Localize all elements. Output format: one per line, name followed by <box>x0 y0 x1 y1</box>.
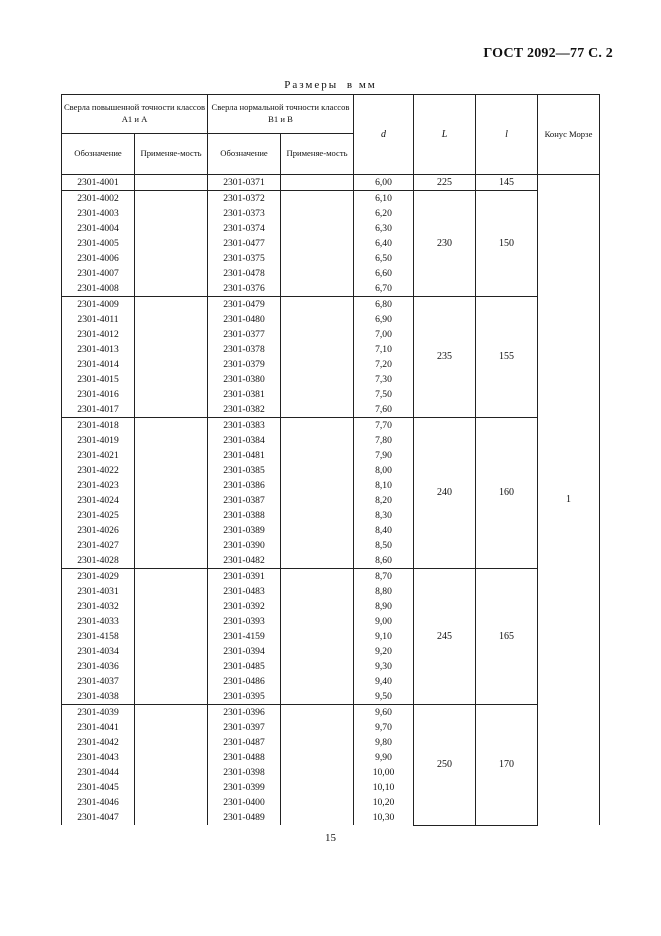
designation-b-cell: 2301-0387 <box>208 493 281 508</box>
table-row <box>62 569 600 585</box>
d-cell: 6,20 <box>354 206 414 221</box>
l-cell: 145 <box>476 175 538 191</box>
applicability-b-cell <box>281 720 354 735</box>
d-cell: 6,30 <box>354 221 414 236</box>
d-cell: 8,70 <box>354 569 414 585</box>
designation-b-cell: 2301-0375 <box>208 251 281 266</box>
d-cell: 7,90 <box>354 448 414 463</box>
d-cell: 6,80 <box>354 297 414 313</box>
designation-a-cell: 2301-4011 <box>62 312 135 327</box>
group-a-header: Сверла повышенной точности классов А1 и А <box>62 95 208 134</box>
d-cell: 9,60 <box>354 705 414 721</box>
table-body <box>62 175 600 826</box>
table-row <box>62 297 600 313</box>
applicability-b-cell <box>281 674 354 689</box>
designation-a-cell: 2301-4005 <box>62 236 135 251</box>
applicability-a-cell <box>135 614 208 629</box>
designation-a-cell: 2301-4019 <box>62 433 135 448</box>
applicability-a-cell <box>135 705 208 721</box>
designation-a-cell: 2301-4034 <box>62 644 135 659</box>
designation-a-cell: 2301-4006 <box>62 251 135 266</box>
l-cell: 160 <box>476 418 538 569</box>
group-b-header: Сверла нормальной точности классов В1 и В <box>208 95 354 134</box>
designation-b-cell: 2301-0380 <box>208 372 281 387</box>
d-cell: 7,20 <box>354 357 414 372</box>
applicability-a-cell <box>135 418 208 434</box>
caption-unit: в мм <box>346 79 377 91</box>
applicability-b-cell <box>281 493 354 508</box>
d-cell: 7,00 <box>354 327 414 342</box>
dimensions-table <box>61 94 600 826</box>
applicability-b-cell <box>281 569 354 585</box>
d-cell: 9,20 <box>354 644 414 659</box>
designation-b-cell: 2301-0477 <box>208 236 281 251</box>
applicability-b-cell <box>281 765 354 780</box>
designation-a-cell: 2301-4002 <box>62 191 135 207</box>
designation-a-cell: 2301-4008 <box>62 281 135 297</box>
d-cell: 10,10 <box>354 780 414 795</box>
applicability-b-cell <box>281 599 354 614</box>
designation-a-cell: 2301-4009 <box>62 297 135 313</box>
d-cell: 7,80 <box>354 433 414 448</box>
designation-a-cell: 2301-4041 <box>62 720 135 735</box>
designation-b-cell: 2301-0377 <box>208 327 281 342</box>
table-row <box>62 705 600 721</box>
applicability-a-cell <box>135 765 208 780</box>
designation-b-cell: 2301-0373 <box>208 206 281 221</box>
caption-label: Размеры <box>284 79 339 91</box>
designation-a-cell: 2301-4047 <box>62 810 135 825</box>
applicability-b-cell <box>281 553 354 569</box>
designation-a-cell: 2301-4001 <box>62 175 135 191</box>
applicability-a-cell <box>135 735 208 750</box>
applicability-b-cell <box>281 689 354 705</box>
d-cell: 9,00 <box>354 614 414 629</box>
applicability-a-cell <box>135 372 208 387</box>
d-cell: 8,20 <box>354 493 414 508</box>
applicability-b-cell <box>281 750 354 765</box>
applicability-a-cell <box>135 312 208 327</box>
applicability-a-cell <box>135 569 208 585</box>
applicability-a-cell <box>135 538 208 553</box>
designation-a-cell: 2301-4028 <box>62 553 135 569</box>
L-cell: 230 <box>414 191 476 297</box>
d-cell: 9,90 <box>354 750 414 765</box>
d-cell: 6,10 <box>354 191 414 207</box>
designation-a-cell: 2301-4017 <box>62 402 135 418</box>
applicability-b-cell <box>281 191 354 207</box>
d-cell: 10,30 <box>354 810 414 825</box>
designation-b-cell: 2301-0391 <box>208 569 281 585</box>
designation-a-cell: 2301-4022 <box>62 463 135 478</box>
applicability-b-cell <box>281 523 354 538</box>
applicability-a-cell <box>135 175 208 191</box>
designation-a-cell: 2301-4026 <box>62 523 135 538</box>
d-cell: 8,10 <box>354 478 414 493</box>
applicability-b-cell <box>281 418 354 434</box>
l-header: l <box>476 95 538 175</box>
designation-a-cell: 2301-4038 <box>62 689 135 705</box>
designation-a-header: Обозначение <box>62 134 135 175</box>
designation-a-cell: 2301-4015 <box>62 372 135 387</box>
designation-a-cell: 2301-4012 <box>62 327 135 342</box>
d-cell: 8,40 <box>354 523 414 538</box>
applicability-a-cell <box>135 357 208 372</box>
d-cell: 9,80 <box>354 735 414 750</box>
table-row <box>62 175 600 191</box>
designation-b-cell: 2301-0390 <box>208 538 281 553</box>
applicability-b-cell <box>281 251 354 266</box>
applicability-a-cell <box>135 523 208 538</box>
designation-b-cell: 2301-0482 <box>208 553 281 569</box>
applicability-b-cell <box>281 297 354 313</box>
designation-a-cell: 2301-4033 <box>62 614 135 629</box>
d-header: d <box>354 95 414 175</box>
L-cell: 235 <box>414 297 476 418</box>
d-cell: 6,50 <box>354 251 414 266</box>
applicability-b-cell <box>281 327 354 342</box>
designation-a-cell: 2301-4158 <box>62 629 135 644</box>
applicability-b-cell <box>281 478 354 493</box>
d-cell: 6,90 <box>354 312 414 327</box>
designation-b-cell: 2301-0481 <box>208 448 281 463</box>
applicability-b-cell <box>281 735 354 750</box>
d-cell: 6,00 <box>354 175 414 191</box>
applicability-b-cell <box>281 221 354 236</box>
applicability-a-cell <box>135 251 208 266</box>
designation-a-cell: 2301-4025 <box>62 508 135 523</box>
applicability-a-cell <box>135 281 208 297</box>
applicability-a-cell <box>135 297 208 313</box>
designation-b-cell: 2301-0399 <box>208 780 281 795</box>
applicability-b-cell <box>281 538 354 553</box>
applicability-b-cell <box>281 780 354 795</box>
designation-b-cell: 2301-0479 <box>208 297 281 313</box>
designation-a-cell: 2301-4023 <box>62 478 135 493</box>
applicability-b-cell <box>281 810 354 825</box>
designation-b-cell: 2301-0381 <box>208 387 281 402</box>
applicability-a-cell <box>135 750 208 765</box>
designation-b-cell: 2301-0396 <box>208 705 281 721</box>
d-cell: 6,70 <box>354 281 414 297</box>
L-cell: 250 <box>414 705 476 826</box>
designation-b-cell: 2301-0480 <box>208 312 281 327</box>
applicability-b-cell <box>281 387 354 402</box>
d-cell: 9,10 <box>354 629 414 644</box>
L-cell: 245 <box>414 569 476 705</box>
applicability-a-cell <box>135 810 208 825</box>
applicability-b-cell <box>281 584 354 599</box>
applicability-a-cell <box>135 448 208 463</box>
designation-b-cell: 2301-0388 <box>208 508 281 523</box>
d-cell: 6,40 <box>354 236 414 251</box>
applicability-b-cell <box>281 629 354 644</box>
designation-a-cell: 2301-4027 <box>62 538 135 553</box>
applicability-b-cell <box>281 659 354 674</box>
applicability-a-cell <box>135 659 208 674</box>
applicability-b-cell <box>281 175 354 191</box>
d-cell: 8,80 <box>354 584 414 599</box>
d-cell: 7,50 <box>354 387 414 402</box>
designation-a-cell: 2301-4037 <box>62 674 135 689</box>
applicability-b-cell <box>281 236 354 251</box>
l-cell: 165 <box>476 569 538 705</box>
applicability-b-cell <box>281 342 354 357</box>
designation-b-cell: 2301-0371 <box>208 175 281 191</box>
designation-b-cell: 2301-0376 <box>208 281 281 297</box>
d-cell: 10,20 <box>354 795 414 810</box>
l-cell: 155 <box>476 297 538 418</box>
designation-a-cell: 2301-4003 <box>62 206 135 221</box>
applicability-a-cell <box>135 584 208 599</box>
designation-a-cell: 2301-4039 <box>62 705 135 721</box>
applicability-a-cell <box>135 266 208 281</box>
applicability-a-cell <box>135 599 208 614</box>
table-row <box>62 191 600 207</box>
designation-a-cell: 2301-4013 <box>62 342 135 357</box>
applicability-a-cell <box>135 508 208 523</box>
applicability-a-cell <box>135 689 208 705</box>
designation-a-cell: 2301-4046 <box>62 795 135 810</box>
d-cell: 7,70 <box>354 418 414 434</box>
designation-a-cell: 2301-4043 <box>62 750 135 765</box>
designation-b-cell: 2301-0379 <box>208 357 281 372</box>
applicability-b-cell <box>281 795 354 810</box>
applicability-b-cell <box>281 372 354 387</box>
d-cell: 9,50 <box>354 689 414 705</box>
applicability-a-cell <box>135 342 208 357</box>
designation-b-cell: 2301-0478 <box>208 266 281 281</box>
designation-b-cell: 2301-0483 <box>208 584 281 599</box>
designation-b-cell: 2301-4159 <box>208 629 281 644</box>
applicability-a-cell <box>135 463 208 478</box>
designation-b-cell: 2301-0487 <box>208 735 281 750</box>
applicability-a-cell <box>135 478 208 493</box>
applicability-b-cell <box>281 614 354 629</box>
applicability-a-cell <box>135 327 208 342</box>
designation-b-cell: 2301-0383 <box>208 418 281 434</box>
page-number: 15 <box>325 832 336 844</box>
applicability-b-cell <box>281 644 354 659</box>
L-cell: 225 <box>414 175 476 191</box>
applicability-a-cell <box>135 553 208 569</box>
d-cell: 8,30 <box>354 508 414 523</box>
document-reference: ГОСТ 2092—77 С. 2 <box>483 46 613 61</box>
designation-a-cell: 2301-4016 <box>62 387 135 402</box>
applicability-b-cell <box>281 357 354 372</box>
designation-b-cell: 2301-0393 <box>208 614 281 629</box>
cone-header: Конус Морзе <box>538 95 600 175</box>
d-cell: 7,30 <box>354 372 414 387</box>
designation-b-cell: 2301-0378 <box>208 342 281 357</box>
designation-a-cell: 2301-4045 <box>62 780 135 795</box>
table-row <box>62 418 600 434</box>
L-cell: 240 <box>414 418 476 569</box>
applicability-a-header: Применяе-мость <box>135 134 208 175</box>
designation-a-cell: 2301-4031 <box>62 584 135 599</box>
L-header: L <box>414 95 476 175</box>
d-cell: 8,90 <box>354 599 414 614</box>
designation-b-cell: 2301-0485 <box>208 659 281 674</box>
designation-a-cell: 2301-4036 <box>62 659 135 674</box>
designation-b-cell: 2301-0386 <box>208 478 281 493</box>
applicability-b-cell <box>281 266 354 281</box>
d-cell: 10,00 <box>354 765 414 780</box>
designation-b-cell: 2301-0389 <box>208 523 281 538</box>
applicability-a-cell <box>135 780 208 795</box>
applicability-b-cell <box>281 433 354 448</box>
applicability-a-cell <box>135 795 208 810</box>
d-cell: 8,50 <box>354 538 414 553</box>
d-cell: 9,30 <box>354 659 414 674</box>
designation-a-cell: 2301-4004 <box>62 221 135 236</box>
applicability-b-header: Применяе-мость <box>281 134 354 175</box>
designation-b-cell: 2301-0392 <box>208 599 281 614</box>
applicability-b-cell <box>281 448 354 463</box>
designation-a-cell: 2301-4014 <box>62 357 135 372</box>
l-cell: 170 <box>476 705 538 826</box>
applicability-a-cell <box>135 387 208 402</box>
applicability-b-cell <box>281 312 354 327</box>
d-cell: 6,60 <box>354 266 414 281</box>
applicability-b-cell <box>281 206 354 221</box>
designation-b-cell: 2301-0384 <box>208 433 281 448</box>
applicability-a-cell <box>135 720 208 735</box>
designation-b-cell: 2301-0398 <box>208 765 281 780</box>
designation-a-cell: 2301-4029 <box>62 569 135 585</box>
designation-b-cell: 2301-0489 <box>208 810 281 825</box>
d-cell: 7,10 <box>354 342 414 357</box>
d-cell: 8,60 <box>354 553 414 569</box>
designation-b-header: Обозначение <box>208 134 281 175</box>
designation-b-cell: 2301-0385 <box>208 463 281 478</box>
applicability-b-cell <box>281 281 354 297</box>
applicability-a-cell <box>135 206 208 221</box>
designation-b-cell: 2301-0486 <box>208 674 281 689</box>
designation-b-cell: 2301-0382 <box>208 402 281 418</box>
applicability-a-cell <box>135 236 208 251</box>
designation-a-cell: 2301-4024 <box>62 493 135 508</box>
applicability-a-cell <box>135 433 208 448</box>
applicability-a-cell <box>135 674 208 689</box>
designation-a-cell: 2301-4007 <box>62 266 135 281</box>
d-cell: 9,40 <box>354 674 414 689</box>
designation-b-cell: 2301-0374 <box>208 221 281 236</box>
designation-b-cell: 2301-0372 <box>208 191 281 207</box>
designation-b-cell: 2301-0400 <box>208 795 281 810</box>
d-cell: 9,70 <box>354 720 414 735</box>
applicability-a-cell <box>135 402 208 418</box>
designation-b-cell: 2301-0394 <box>208 644 281 659</box>
designation-a-cell: 2301-4032 <box>62 599 135 614</box>
designation-b-cell: 2301-0397 <box>208 720 281 735</box>
applicability-b-cell <box>281 402 354 418</box>
d-cell: 8,00 <box>354 463 414 478</box>
l-cell: 150 <box>476 191 538 297</box>
designation-b-cell: 2301-0488 <box>208 750 281 765</box>
applicability-a-cell <box>135 493 208 508</box>
designation-b-cell: 2301-0395 <box>208 689 281 705</box>
applicability-a-cell <box>135 191 208 207</box>
cone-cell: 1 <box>538 175 600 826</box>
designation-a-cell: 2301-4044 <box>62 765 135 780</box>
designation-a-cell: 2301-4021 <box>62 448 135 463</box>
applicability-a-cell <box>135 644 208 659</box>
applicability-a-cell <box>135 221 208 236</box>
table-caption <box>0 79 661 91</box>
applicability-b-cell <box>281 705 354 721</box>
designation-a-cell: 2301-4018 <box>62 418 135 434</box>
d-cell: 7,60 <box>354 402 414 418</box>
designation-a-cell: 2301-4042 <box>62 735 135 750</box>
applicability-a-cell <box>135 629 208 644</box>
applicability-b-cell <box>281 508 354 523</box>
applicability-b-cell <box>281 463 354 478</box>
